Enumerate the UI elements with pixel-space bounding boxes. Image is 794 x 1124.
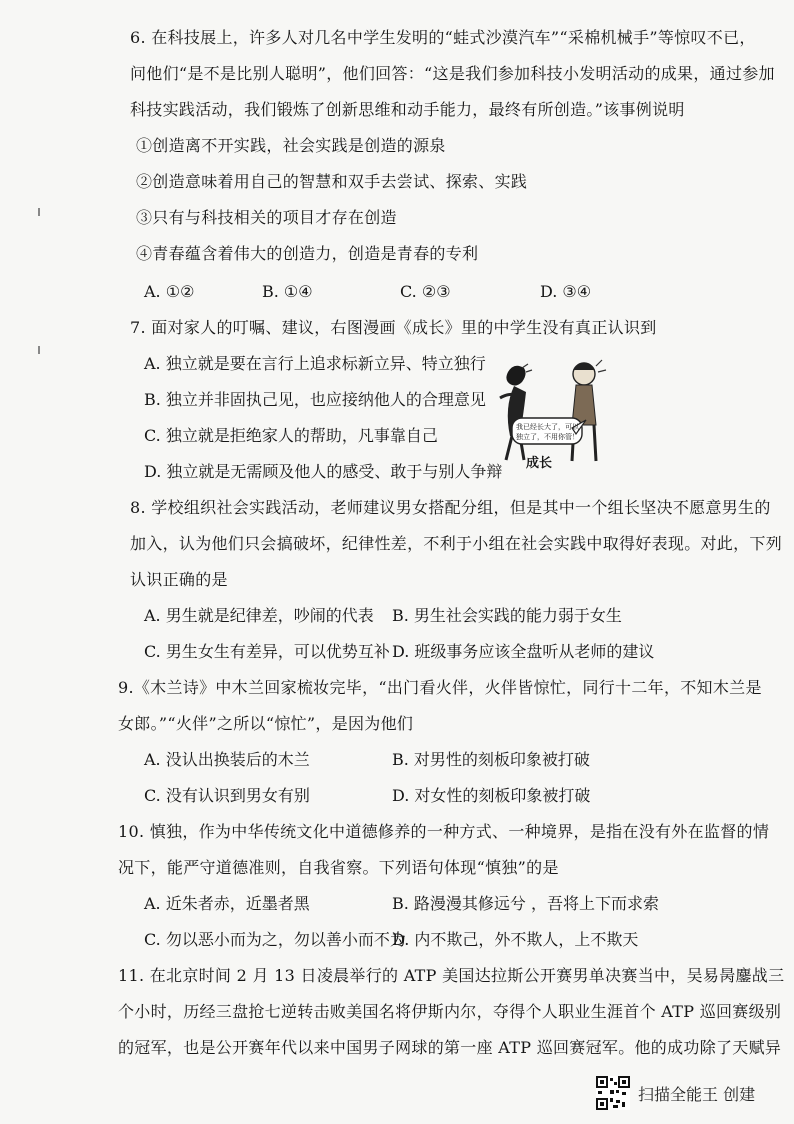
- q6-option-d[interactable]: D. ③④: [540, 282, 592, 301]
- speech-line: 我已经长大了，可以: [516, 423, 579, 431]
- q9-stem-line: 女郎。”“火伴”之所以“惊忙”，是因为他们: [118, 714, 414, 733]
- q6-statement: ②创造意味着用自己的智慧和双手去尝试、探索、实践: [136, 172, 528, 191]
- q9-stem-line: 9.《木兰诗》中木兰回家梳妆完毕，“出门看火伴，火伴皆惊忙，同行十二年，不知木兰是: [118, 678, 762, 697]
- q9-option-b[interactable]: B. 对男性的刻板印象被打破: [392, 750, 590, 769]
- q10-option-b[interactable]: B. 路漫漫其修远兮 ，吾将上下而求索: [392, 894, 660, 913]
- q6-statement: ④青春蕴含着伟大的创造力，创造是青春的专利: [136, 244, 479, 263]
- q9-option-d[interactable]: D. 对女性的刻板印象被打破: [392, 786, 591, 805]
- q6-option-b[interactable]: B. ①④: [262, 282, 313, 301]
- q9-option-a[interactable]: A. 没认出换装后的木兰: [144, 750, 310, 769]
- speech-line: 独立了，不用你管！: [516, 433, 579, 441]
- watermark-text: 扫描全能王 创建: [638, 1085, 756, 1104]
- q6-stem-line: 6. 在科技展上，许多人对几名中学生发明的“蛙式沙漠汽车”“采棉机械手”等惊叹不已，: [130, 28, 756, 47]
- q8-option-b[interactable]: B. 男生社会实践的能力弱于女生: [392, 606, 622, 625]
- q7-option-c[interactable]: C. 独立就是拒绝家人的帮助，凡事靠自己: [144, 426, 438, 445]
- q7-option-a[interactable]: A. 独立就是要在言行上追求标新立异、特立独行: [144, 354, 486, 373]
- q8-stem-line: 8. 学校组织社会实践活动，老师建议男女搭配分组，但是其中一个组长坚决不愿意男生的: [130, 498, 771, 517]
- q7-option-b[interactable]: B. 独立并非固执己见，也应接纳他人的合理意见: [144, 390, 486, 409]
- q9-option-c[interactable]: C. 没有认识到男女有别: [144, 786, 310, 805]
- q6-stem-line: 科技实践活动，我们锻炼了创新思维和动手能力，最终有所创造。”该事例说明: [130, 100, 685, 119]
- student-figure: [572, 360, 606, 461]
- q6-statement: ①创造离不开实践，社会实践是创造的源泉: [136, 136, 446, 155]
- margin-mark: [38, 346, 40, 354]
- q8-option-a[interactable]: A. 男生就是纪律差，吵闹的代表: [144, 606, 374, 625]
- q8-option-c[interactable]: C. 男生女生有差异，可以优势互补: [144, 642, 390, 661]
- q10-stem-line: 10. 慎独，作为中华传统文化中道德修养的一种方式、一种境界，是指在没有外在监督的情: [118, 822, 770, 841]
- q6-option-c[interactable]: C. ②③: [400, 282, 451, 301]
- cartoon-caption: 成长: [526, 456, 553, 471]
- q10-stem-line: 况下，能严守道德准则，自我省察。下列语句体现“慎独”的是: [118, 858, 559, 877]
- q10-option-c[interactable]: C. 勿以恶小而为之，勿以善小而不为: [144, 930, 406, 949]
- q11-stem-line: 个小时，历经三盘抢七逆转击败美国名将伊斯内尔，夺得个人职业生涯首个 ATP 巡回赛级别: [118, 1002, 782, 1021]
- qr-code-icon: [596, 1076, 630, 1110]
- q7-option-d[interactable]: D. 独立就是无需顾及他人的感受、敢于与别人争辩: [144, 462, 503, 481]
- margin-mark: [38, 208, 40, 216]
- q8-option-d[interactable]: D. 班级事务应该全盘听从老师的建议: [392, 642, 655, 661]
- q8-stem-line: 认识正确的是: [130, 570, 228, 589]
- q10-option-a[interactable]: A. 近朱者赤，近墨者黑: [144, 894, 310, 913]
- scanner-watermark: [596, 1076, 776, 1112]
- q10-option-d[interactable]: D. 内不欺己，外不欺人，上不欺天: [392, 930, 639, 949]
- q7-stem: 7. 面对家人的叮嘱、建议，右图漫画《成长》里的中学生没有真正认识到: [130, 318, 657, 337]
- q6-stem-line: 问他们“是不是比别人聪明”，他们回答：“这是我们参加科技小发明活动的成果，通过参加: [130, 64, 775, 83]
- parent-figure: [500, 364, 532, 460]
- q11-stem-line: 的冠军，也是公开赛年代以来中国男子网球的第一座 ATP 巡回赛冠军。他的成功除了天赋异: [118, 1038, 782, 1057]
- q11-stem-line: 11. 在北京时间 2 月 13 日凌晨举行的 ATP 美国达拉斯公开赛男单决赛当中，吴易昺鏖战三: [118, 966, 785, 985]
- q6-option-a[interactable]: A. ①②: [144, 282, 195, 301]
- q6-statement: ③只有与科技相关的项目才存在创造: [136, 208, 397, 227]
- q8-stem-line: 加入，认为他们只会搞破坏，纪律性差，不利于小组在社会实践中取得好表现。对此，下列: [130, 534, 783, 553]
